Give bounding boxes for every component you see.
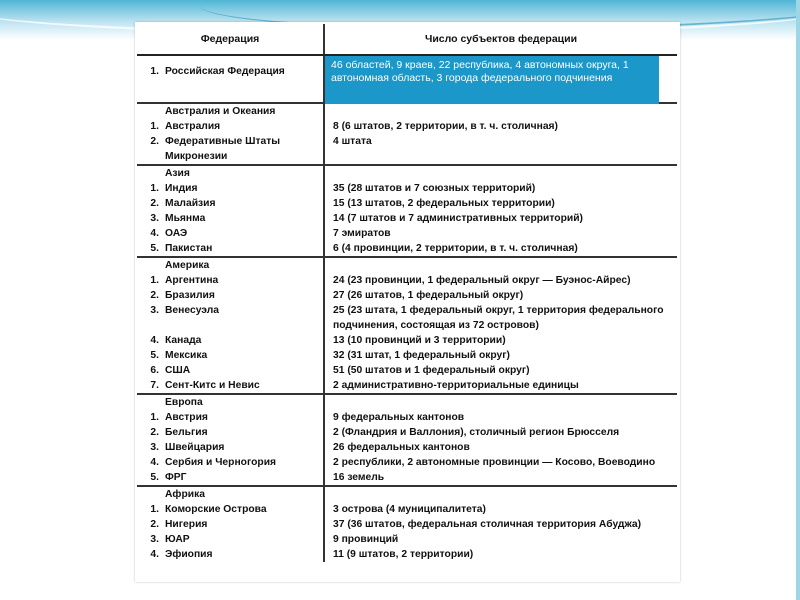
row-count: 3 острова (4 муниципалитета) [333, 504, 486, 515]
row-count: 7 эмиратов [333, 228, 391, 239]
region-row [137, 257, 677, 273]
row-number: 5. [150, 243, 159, 254]
row-name: Эфиопия [165, 547, 324, 562]
row-name: Канада [165, 333, 324, 348]
row-count: 37 (36 штатов, федеральная столичная территория Абуджа) [333, 519, 642, 530]
region-row [137, 394, 677, 410]
row-number: 1. [150, 504, 159, 515]
row-count: 4 штата [333, 136, 372, 147]
row-number: 1. [150, 121, 159, 132]
row-count: 25 (23 штата, 1 федеральный округ, 1 территория федерального подчинения, состоящая из 72 островов) [333, 305, 664, 331]
row-count: 2 (Фландрия и Валлония), столичный регион Брюсселя [333, 427, 620, 438]
region-count-empty [324, 486, 677, 502]
table-row [137, 181, 677, 196]
row-name: Нигерия [165, 517, 324, 532]
row-count: 6 (4 провинции, 2 территории, в т. ч. столичная) [333, 243, 578, 254]
row-name: Индия [165, 181, 324, 196]
row-count: 11 (9 штатов, 2 территории) [333, 549, 474, 560]
table-row [137, 288, 677, 303]
row-number: 3. [150, 213, 159, 224]
table-row [137, 470, 677, 486]
table-row [137, 502, 677, 517]
region-title: Азия [165, 165, 324, 181]
header-federation: Федерация [137, 24, 324, 55]
row-count: 16 земель [333, 472, 385, 483]
right-edge-bar [796, 0, 800, 600]
row-name: Сент-Китс и Невис [165, 378, 324, 394]
table-header-row [137, 24, 677, 55]
region-title: Африка [165, 486, 324, 502]
row-number: 4. [150, 457, 159, 468]
row-name: Мьянма [165, 211, 324, 226]
row-number: 1. [150, 183, 159, 194]
table-row [137, 226, 677, 241]
row-count: 26 федеральных кантонов [333, 442, 470, 453]
row-number: 2. [150, 198, 159, 209]
table-row [137, 119, 677, 134]
table-row [137, 303, 677, 333]
row-name: Венесуэла [165, 303, 324, 333]
row-number: 2. [150, 136, 159, 147]
table-body [137, 55, 677, 562]
row-name: Австрия [165, 410, 324, 425]
region-row [137, 165, 677, 181]
row-number: 6. [150, 365, 159, 376]
row-name: США [165, 363, 324, 378]
row-number: 1. [150, 412, 159, 423]
row-count: 35 (28 штатов и 7 союзных территорий) [333, 183, 536, 194]
table-row [137, 211, 677, 226]
region-spacer [137, 103, 165, 119]
table-row [137, 532, 677, 547]
row-count: 13 (10 провинций и 3 территории) [333, 335, 506, 346]
table-row [137, 410, 677, 425]
row-name: ФРГ [165, 470, 324, 486]
row-name: Коморские Острова [165, 502, 324, 517]
row-number: 4. [150, 228, 159, 239]
row-number: 4. [150, 335, 159, 346]
overlay-caption: 46 областей, 9 краев, 22 республика, 4 автономных округа, 1 автономная область, 3 города федерального подчинения [325, 56, 659, 104]
region-title: Австралия и Океания [165, 103, 324, 119]
row-count: 8 (6 штатов, 2 территории, в т. ч. столичная) [333, 121, 558, 132]
row-count: 14 (7 штатов и 7 административных территорий) [333, 213, 583, 224]
table-row [137, 363, 677, 378]
document-page [135, 22, 680, 582]
row-count: 9 провинций [333, 534, 399, 545]
row-number: 2. [150, 519, 159, 530]
row-count: 51 (50 штатов и 1 федеральный округ) [333, 365, 530, 376]
region-count-empty [324, 165, 677, 181]
region-title: Америка [165, 257, 324, 273]
row-number: 2. [150, 290, 159, 301]
table-row [137, 425, 677, 440]
table-row [137, 455, 677, 470]
region-title: Европа [165, 394, 324, 410]
table-row [137, 273, 677, 288]
row-name: Бразилия [165, 288, 324, 303]
row-number: 2. [150, 427, 159, 438]
row-count: 32 (31 штат, 1 федеральный округ) [333, 350, 510, 361]
region-row [137, 103, 677, 119]
table-row [137, 547, 677, 562]
table-row [137, 348, 677, 363]
row-number: 3. [150, 534, 159, 545]
region-spacer [137, 486, 165, 502]
row-name: Швейцария [165, 440, 324, 455]
region-spacer [137, 165, 165, 181]
row-name: Пакистан [165, 241, 324, 257]
row-count: 2 республики, 2 автономные провинции — Косово, Воеводино [333, 457, 656, 468]
region-count-empty [324, 394, 677, 410]
row-name: Малайзия [165, 196, 324, 211]
row-name: Мексика [165, 348, 324, 363]
row-name: Бельгия [165, 425, 324, 440]
row-name: Федеративные Штаты Микронезии [165, 134, 324, 165]
table-row [137, 517, 677, 532]
table-row [137, 241, 677, 257]
region-row [137, 486, 677, 502]
region-spacer [137, 394, 165, 410]
header-subjects: Число субъектов федерации [324, 24, 677, 55]
region-count-empty [324, 103, 677, 119]
row-number: 7. [150, 380, 159, 391]
row-name: Сербия и Черногория [165, 455, 324, 470]
row-number: 5. [150, 350, 159, 361]
row-name: ОАЭ [165, 226, 324, 241]
row-number: 3. [150, 305, 159, 316]
table-row [137, 196, 677, 211]
row-name: Российская Федерация [165, 55, 324, 103]
table-row [137, 134, 677, 165]
row-count: 2 административно-территориальные единицы [333, 380, 579, 391]
row-name: ЮАР [165, 532, 324, 547]
table-row [137, 333, 677, 348]
row-count: 9 федеральных кантонов [333, 412, 465, 423]
row-number: 4. [150, 549, 159, 560]
region-spacer [137, 257, 165, 273]
row-name: Австралия [165, 119, 324, 134]
row-number: 1. [150, 66, 159, 77]
federations-table [137, 24, 677, 562]
table-row [137, 440, 677, 455]
region-count-empty [324, 257, 677, 273]
row-number: 3. [150, 442, 159, 453]
row-name: Аргентина [165, 273, 324, 288]
table-row [137, 378, 677, 394]
row-count: 24 (23 провинции, 1 федеральный округ — Буэнос-Айрес) [333, 275, 631, 286]
row-number: 1. [150, 275, 159, 286]
row-number: 5. [150, 472, 159, 483]
row-count: 27 (26 штатов, 1 федеральный округ) [333, 290, 524, 301]
row-count: 15 (13 штатов, 2 федеральных территории) [333, 198, 555, 209]
